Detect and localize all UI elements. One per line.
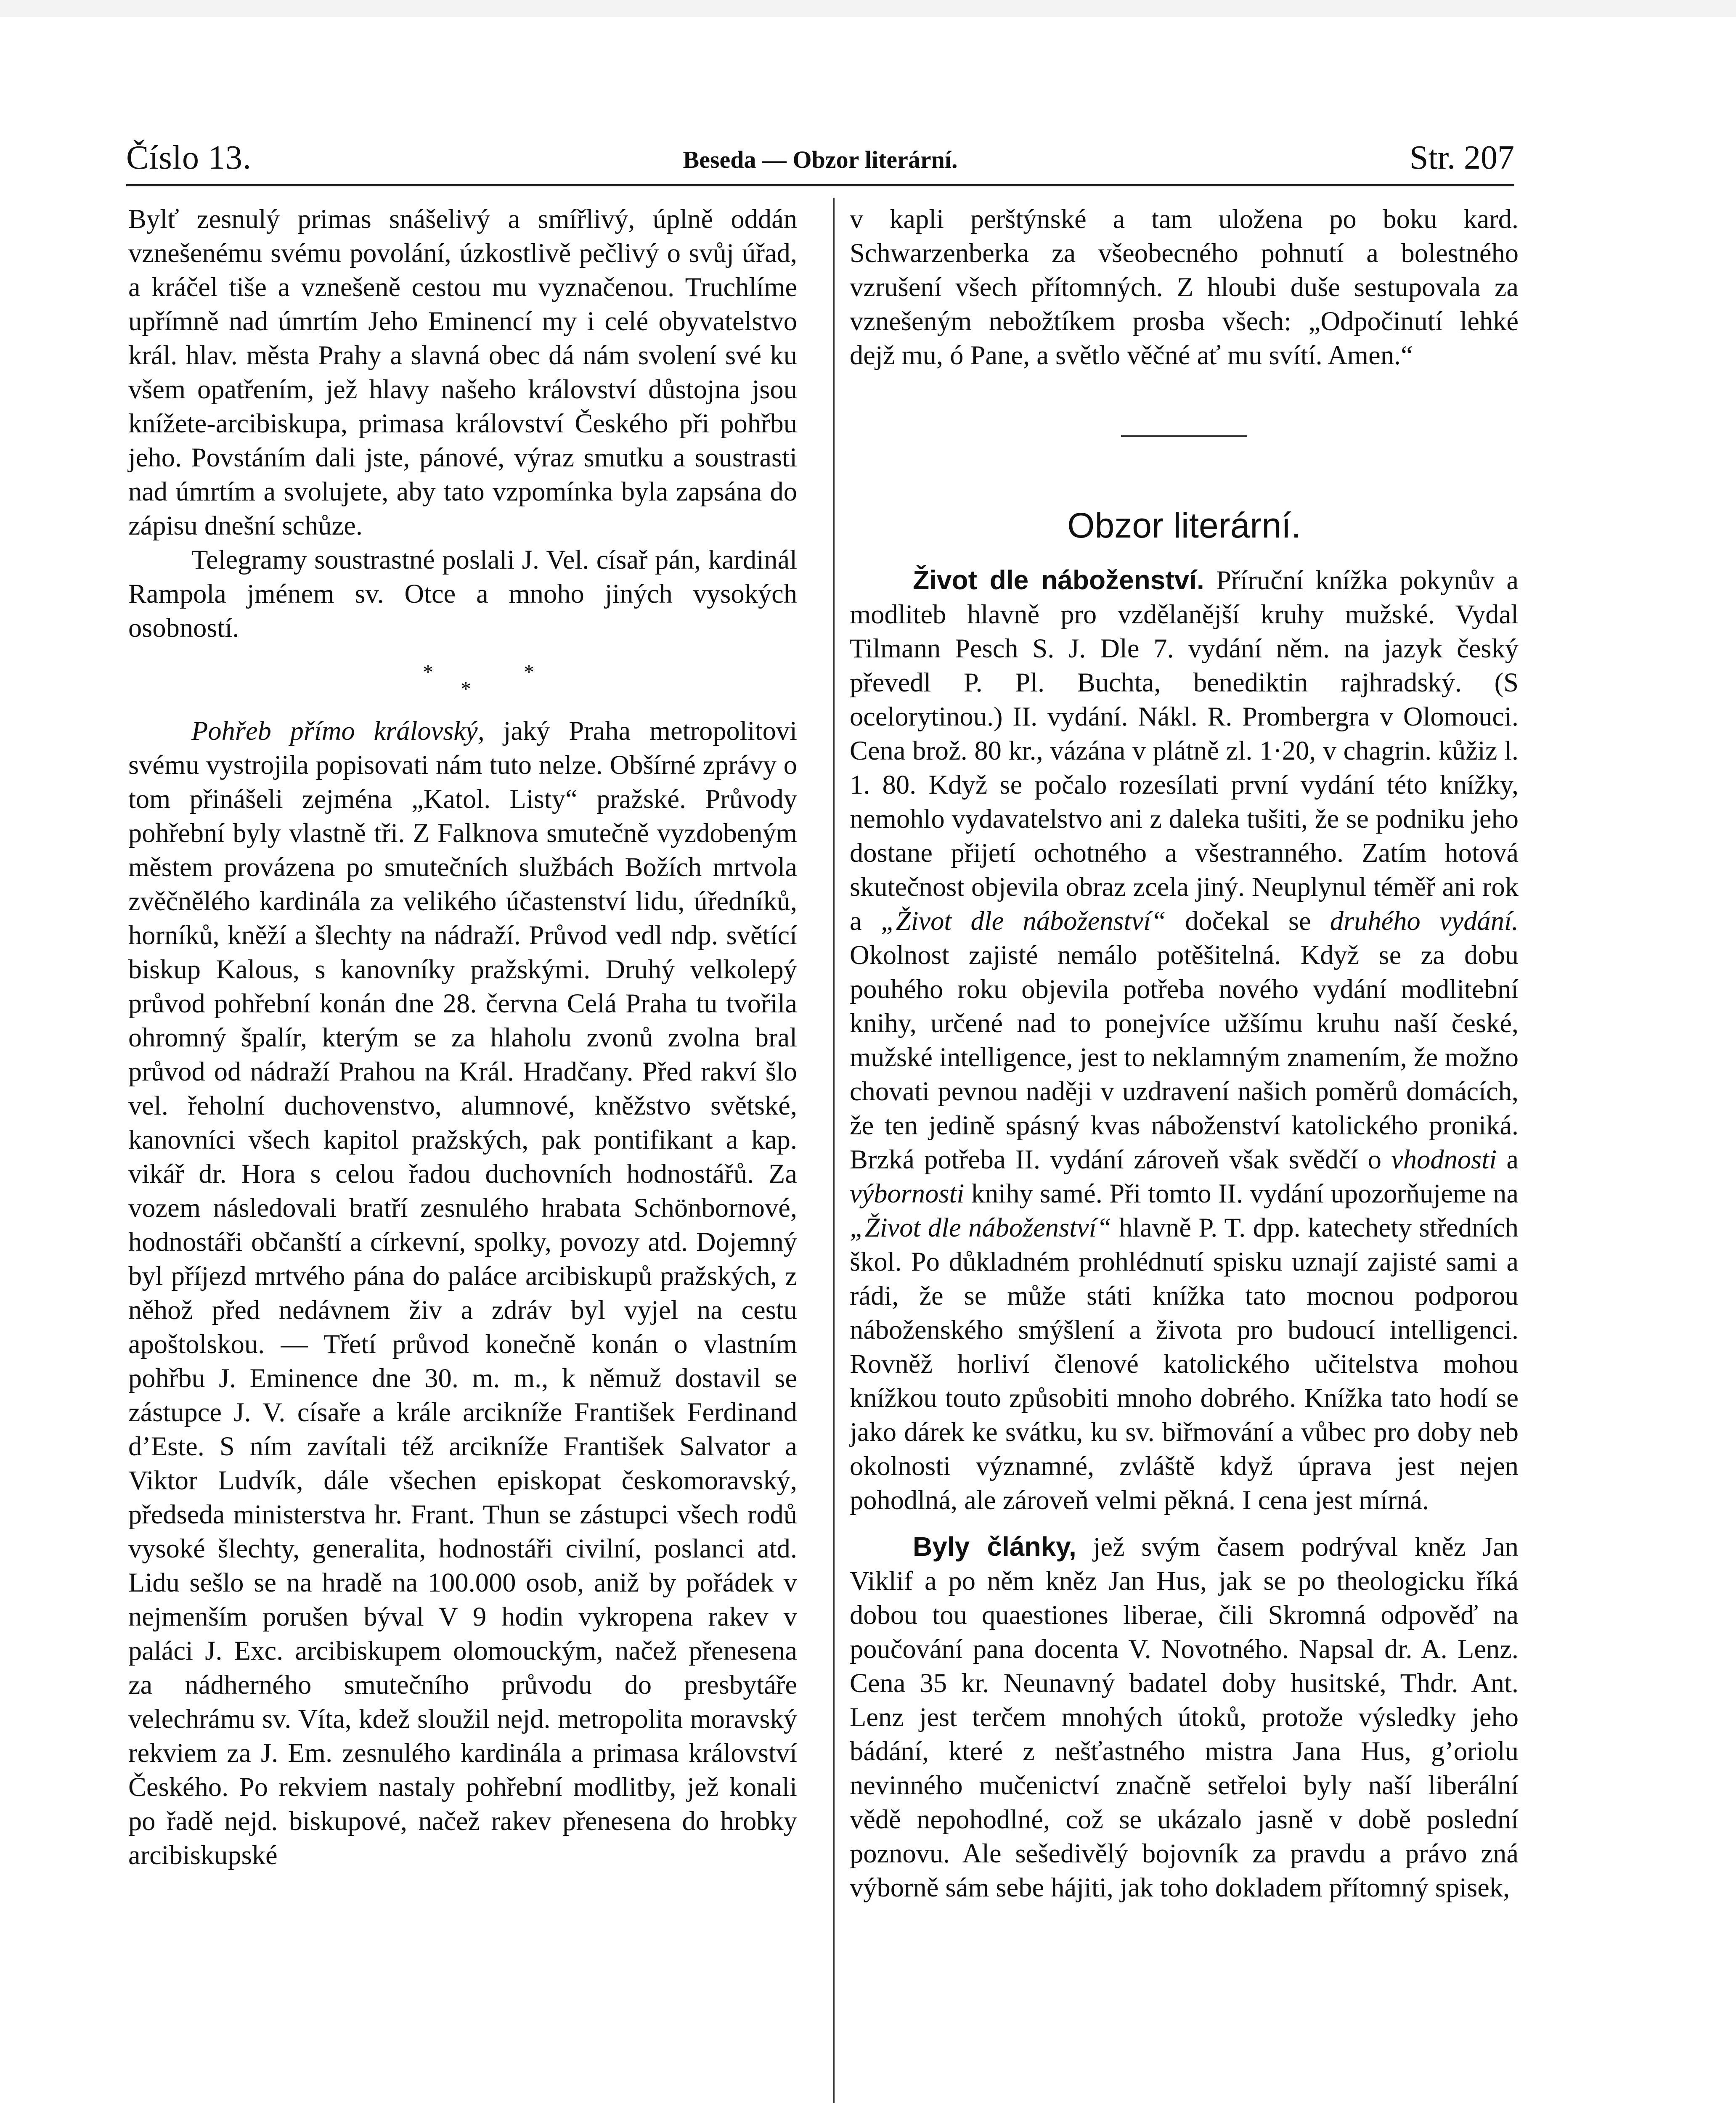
section-heading: Obzor literární. [1067,506,1301,545]
page-top-edge [0,0,1736,17]
review1-text: Okolnost zajisté nemálo potěšitelná. Když se za dobu pouhého roku objevila potřeba nového vydání modlitební knihy, určené nad to ponejvíce užšímu kruhu naší české, mužské intelligence, jest to neklamným znamením, že možno chovati pevnou naději v uzdravení našich poměrů domácích, že ten jedině spásný kvas náboženství katolického proniká. Brzká potřeba II. vydání zároveň však svědčí o [850,940,1519,1174]
short-divider [1121,435,1247,437]
review-zivot-dle-nabozenstvi [850,563,1519,1517]
section-separator-stars [128,646,797,714]
paragraph-primate-eulogy: Bylť zesnulý primas snášelivý a smířlivý, úplně oddán vznešenému svému povolání, úzkostlivě pečlivý o svůj úřad, a kráčel tiše a vznešeně cestou mu vyznačenou. Truchlíme upřímně nad úmrtím Jeho Eminencí my i celé obyvatelstvo král. hlav. města Prahy a slavná obec dá nám svolení své ku všem opatřením, jež hlavy našeho království důstojna jsou knížete-arcibiskupa, primasa království Českého při pohřbu jeho. Povstáním dali jste, pánové, výraz smutku a soustrasti nad úmrtím a svolujete, aby tato vzpomínka byla zapsána do zápisu dnešní schůze. [128,204,797,540]
review1-title: Život dle náboženství. [913,565,1204,595]
review1-italic-word: výbornosti [850,1179,965,1208]
funeral-lead-italic: Pohřeb přímo královský, [191,716,485,746]
header-rule [126,184,1514,186]
review1-text: dočekal se [1166,906,1330,936]
separator-star: * [461,677,471,700]
paragraph-funeral-continued: v kapli perštýnské a tam uložena po boku kard. Schwarzenberka za všeobecného pohnutí a bolestného vzrušení všech přítomných. Z hloubi duše sestupovala za vznešeným nebožtíkem prosba všech: „Odpočinutí lehké dejž mu, ó Pane, a světlo věčné ať mu svítí. Amen.“ [850,204,1519,370]
review1-text: knihy samé. Při tomto II. vydání upozorňujeme na [964,1179,1519,1208]
page-number: Str. 207 [1410,139,1514,176]
issue-number: Číslo 13. [126,139,252,176]
paragraph-telegrams: Telegramy soustrastné poslali J. Vel. císař pán, kardinál Rampola jménem sv. Otce a mnoho jiných vysokých osobností. [128,545,797,643]
separator-star: * [423,660,433,683]
column-divider [833,198,835,2103]
funeral-text: jaký Praha metropolitovi svému vystrojila popisovati nám tuto nelze. Obšírné zprávy o tom přinášeli zejména „Katol. Listy“ pražské. Průvody pohřební byly vlastně tři. Z Falknova smutečně vyzdobeným městem provázena po smutečních službách Božích mrtvola zvěčnělého kardinála za velikého účastenství lidu, úředníků, horníků, kněží a šlechty na nádraží. Průvod vedl ndp. světící biskup Kalous, s kanovníky pražskými. Druhý velkolepý průvod pohřební konán dne 28. června Celá Praha tu tvořila ohromný špalír, kterým se za hlaholu zvonů zvolna bral průvod od nádraží Prahou na Král. Hradčany. Před rakví šlo vel. řeholní duchovenstvo, alumnové, kněžstvo světské, kanovníci všech kapitol pražských, pak pontifikant a kap. vikář dr. Hora s celou řadou duchovních hodnostářů. Za vozem následovali bratří zesnulého hrabata Schönbornové, hodnostáři občanští a církevní, spolky, povozy atd. Dojemný byl příjezd mrtvého pána do paláce arcibiskupů pražských, z něhož před nedávnem živ a zdráv byl vyjel na cestu apoštolskou. — Třetí průvod konečně konán o vlastním pohřbu J. Eminence dne 30. m. m., k němuž dostavil se zástupce J. V. císaře a krále arcikníže František Ferdinand d’Este. S ním zavítali též arcikníže František Salvator a Viktor Ludvík, dále všechen episkopat českomoravský, předseda ministerstva hr. Frant. Thun se zástupci všech rodů vysoké šlechty, generalita, hodnostáři civilní, poslanci atd. Lidu sešlo se na hradě na 100.000 osob, aniž by pořádek v nejmenším porušen býval V 9 hodin vykropena rakev v paláci J. Exc. arcibiskupem olomouckým, načež přenesena za nádherného smutečního průvodu do presbytáře velechrámu sv. Víta, kdež sloužil nejd. metropolita moravský rekviem za J. Em. zesnulého kardinála a primasa království Českého. Po rekviem nastaly pohřební modlitby, jež konali po řadě nejd. biskupové, načež rakev přenesena do hrobky arcibiskupské [128,716,797,1870]
review1-italic-second-edition: druhého vydání. [1330,906,1519,936]
review1-text: hlavně P. T. dpp. katechety středních škol. Po důkladném prohlédnutí spisku uznají zajisté sami a rádi, že se může státi knížka tato mocnou podporou náboženského smýšlení a života pro budoucí intelligenci. Rovněž horliví členové katolického učitelstva mohou knížkou touto způsobiti mnoho dobrého. Knížka tato hodí se jako dárek ke svátku, ku sv. biřmování a vůbec pro doby neb okolnosti významné, zvláště když úprava jest nejen pohodlná, ale zároveň velmi pěkná. I cena jest mírná. [850,1213,1519,1515]
spacer [850,1517,1519,1530]
review1-italic-word: vhodnosti [1391,1144,1497,1174]
review1-italic-title: „Život dle náboženství“ [880,906,1166,936]
review1-text: a [1497,1144,1519,1174]
paragraph-funeral [128,714,797,1872]
separator-star: * [524,660,534,683]
running-header [126,139,1514,185]
review1-italic-title: „Život dle náboženství“ [850,1213,1112,1242]
running-title: Beseda — Obzor literární. [683,146,958,173]
review2-text: jež svým časem podrýval kněz Jan Viklif a po něm kněz Jan Hus, jak se po theologicku říká dobou tou quaestiones liberae, čili Skromná odpověď na poučování pana docenta V. Novotného. Napsal dr. A. Lenz. Cena 35 kr. Neunavný badatel doby husitské, Thdr. Ant. Lenz jest terčem mnohých útoků, protože výsledky jeho bádání, které z nešťastného mistra Jana Hus, g’oriolu nevinného mučenictví značně setřeloi byly naší liberální vědě nepohodlné, což se ukázalo jasně v době poslední poznovu. Ale sešedivělý bojovník za pravdu a právo zná výborně sám sebe hájiti, jak toho dokladem přítomný spisek, [850,1532,1519,1902]
review2-title: Byly články, [913,1531,1076,1562]
review-byly-clanky [850,1530,1519,1904]
review1-text: Příruční knížka pokynův a modliteb hlavně pro vzdělanější kruhy mužské. Vydal Tilmann Pesch S. J. Dle 7. vydání něm. na jazyk český převedl P. Pl. Buchta, benediktin rajhradský. (S ocelorytinou.) II. vydání. Nákl. R. Prombergra v Olomouci. Cena brož. 80 kr., vázána v plátně zl. 1·20, v chagrin. kůžiz l. 1. 80. Když se počalo rozesílati první vydání této knížky, nemohlo vydavatelstvo ani z daleka tušiti, že se podniku jeho dostane přijetí ochotného a všestranného. Zatím hotová skutečnost objevila obraz zcela jiný. Neuplynul téměř ani rok a [850,565,1519,936]
left-column [128,202,797,1872]
right-column [850,202,1519,1904]
